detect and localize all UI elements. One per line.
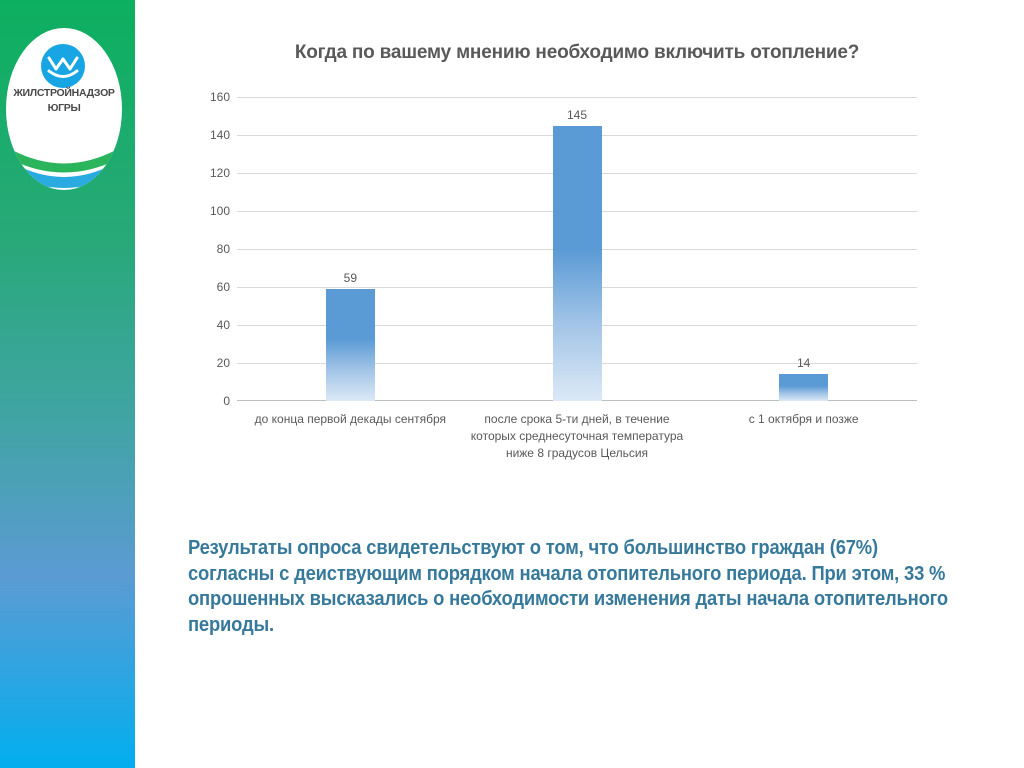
gridline — [237, 97, 917, 98]
bar-chart — [190, 40, 930, 480]
chart-plot-area — [237, 97, 917, 401]
org-name — [6, 86, 122, 116]
y-tick-label: 60 — [216, 280, 230, 294]
bar-value-label: 145 — [566, 107, 588, 122]
y-tick-label: 80 — [216, 242, 230, 256]
y-tick-label: 140 — [209, 128, 230, 142]
y-tick-label: 100 — [209, 204, 230, 218]
category-label: с 1 октября и позже — [748, 412, 859, 426]
y-tick-label: 20 — [216, 356, 230, 370]
org-name-line1: ЖИЛСТРОЙНАДЗОР — [13, 87, 115, 99]
bar — [326, 289, 375, 401]
conclusion-line: периоды. — [188, 613, 274, 636]
org-logo — [6, 28, 122, 190]
bar-value-label: 59 — [343, 270, 357, 285]
category-label: до конца первой декады сентября — [254, 412, 447, 426]
y-tick-label: 120 — [209, 166, 230, 180]
conclusion-text — [188, 536, 1016, 638]
conclusion-line: опрошенных высказались о необходимости изменения даты начала отопительного — [188, 588, 948, 610]
conclusion-line: согласны с деиствующим порядком начала отопительного периода. При этом, 33 % — [188, 562, 946, 585]
sidebar — [0, 0, 135, 768]
bar — [779, 374, 828, 401]
conclusion-line: Результаты опроса свидетельствуют о том, что большинство граждан (67%) — [188, 537, 878, 559]
chart-title: Когда по вашему мнению необходимо включить отопление? — [294, 42, 860, 63]
y-tick-label: 0 — [223, 394, 230, 408]
category-label: после срока 5-ти дней, в течение которых среднесуточная температура ниже 8 градусов Цельсия — [470, 412, 684, 460]
bar-value-label: 14 — [796, 356, 811, 371]
bar — [553, 126, 602, 402]
y-tick-label: 40 — [216, 318, 230, 332]
emblem-circle — [41, 44, 85, 88]
y-tick-label: 160 — [209, 90, 230, 104]
org-name-line2: ЮГРЫ — [47, 102, 81, 114]
